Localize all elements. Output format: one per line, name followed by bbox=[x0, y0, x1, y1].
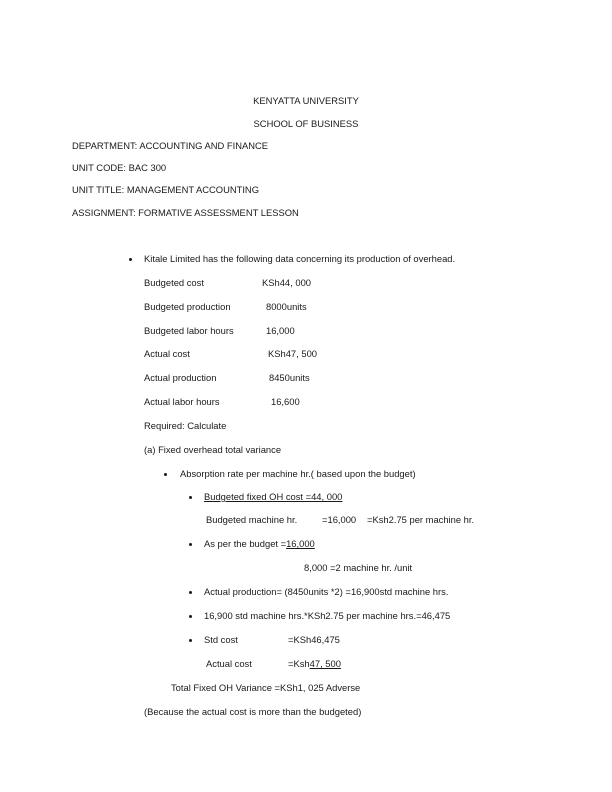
budgeted-machine-label: Budgeted machine hr. bbox=[206, 514, 298, 525]
row-label: Actual labor hours bbox=[144, 396, 220, 407]
department: DEPARTMENT: ACCOUNTING AND FINANCE bbox=[72, 140, 269, 151]
as-per-budget-value: 16,000 bbox=[286, 538, 315, 549]
assignment: ASSIGNMENT: FORMATIVE ASSESSMENT LESSON bbox=[72, 207, 299, 218]
actual-cost-label: Actual cost bbox=[206, 658, 252, 669]
bullet bbox=[189, 496, 192, 499]
intro-text: Kitale Limited has the following data concerning its production of overhead. bbox=[144, 253, 456, 264]
row-value: 8450units bbox=[269, 372, 310, 383]
budgeted-fixed-oh: Budgeted fixed OH cost =44, 000 bbox=[204, 491, 343, 502]
row-value: KSh44, 000 bbox=[262, 277, 311, 288]
row-value: 16,600 bbox=[271, 396, 300, 407]
bullet bbox=[189, 639, 192, 642]
row-label: Budgeted labor hours bbox=[144, 325, 234, 336]
actual-cost-value bbox=[288, 658, 341, 670]
row-value: 8000units bbox=[266, 301, 307, 312]
bullet bbox=[189, 591, 192, 594]
row-label: Actual cost bbox=[144, 348, 190, 359]
row-value: 16,000 bbox=[266, 325, 295, 336]
as-per-budget-denominator: 8,000 =2 machine hr. /unit bbox=[304, 562, 413, 573]
std-cost-label: Std cost bbox=[204, 634, 238, 645]
total-variance: Total Fixed OH Variance =KSh1, 025 Adverse bbox=[171, 682, 361, 693]
row-label: Budgeted production bbox=[144, 301, 231, 312]
actual-production-calc: Actual production= (8450units *2) =16,900std machine hrs. bbox=[204, 586, 449, 597]
university-name: KENYATTA UNIVERSITY bbox=[253, 95, 359, 106]
absorption-rate: Absorption rate per machine hr.( based upon the budget) bbox=[180, 468, 416, 479]
row-label: Budgeted cost bbox=[144, 277, 204, 288]
actual-cost-amount: 47, 500 bbox=[309, 658, 341, 669]
row-value: KSh47, 500 bbox=[268, 348, 317, 359]
required: Required: Calculate bbox=[144, 420, 227, 431]
bullet bbox=[189, 543, 192, 546]
bullet bbox=[129, 258, 132, 261]
explanation: (Because the actual cost is more than the budgeted) bbox=[144, 706, 362, 717]
school-name: SCHOOL OF BUSINESS bbox=[253, 118, 359, 129]
std-hours-calc: 16,900 std machine hrs.*KSh2.75 per machine hrs.=46,475 bbox=[204, 610, 451, 621]
unit-code: UNIT CODE: BAC 300 bbox=[72, 162, 167, 173]
actual-cost-prefix: =Ksh bbox=[288, 658, 310, 669]
row-label: Actual production bbox=[144, 372, 217, 383]
budgeted-machine-value: =16,000 bbox=[322, 514, 357, 525]
unit-title: UNIT TITLE: MANAGEMENT ACCOUNTING bbox=[72, 184, 259, 195]
as-per-budget-label: As per the budget = bbox=[204, 538, 287, 549]
bullet bbox=[189, 615, 192, 618]
budgeted-machine-result: =Ksh2.75 per machine hr. bbox=[367, 514, 475, 525]
std-cost-value: =KSh46,475 bbox=[288, 634, 340, 645]
part-a: (a) Fixed overhead total variance bbox=[144, 444, 282, 455]
as-per-budget bbox=[204, 538, 315, 550]
bullet bbox=[164, 473, 167, 476]
